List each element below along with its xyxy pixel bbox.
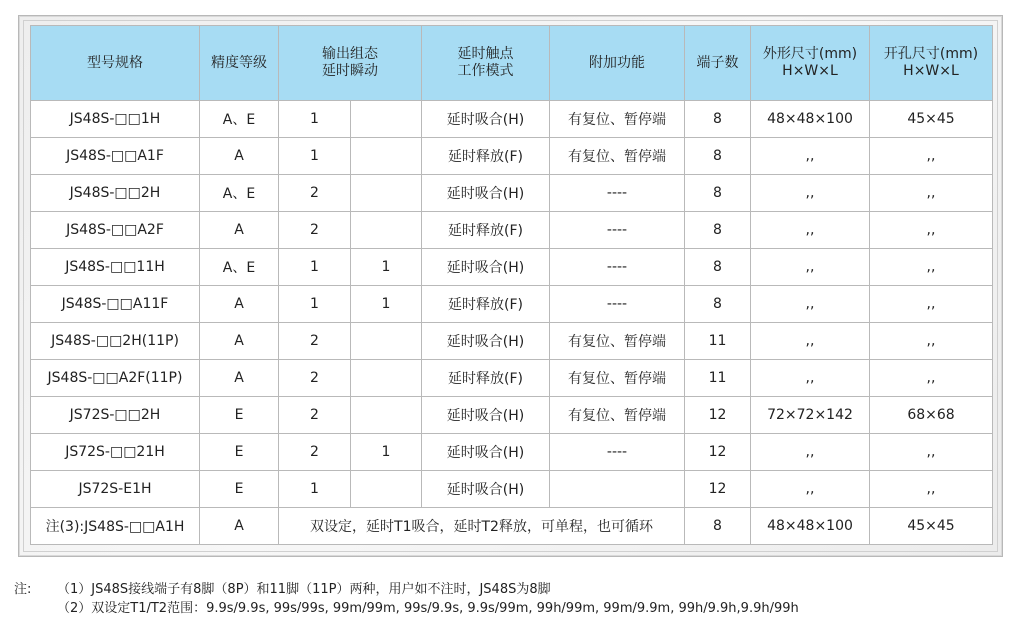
cell-outer-size: ,, (751, 286, 870, 323)
cell-merged-description: 双设定，延时T1吸合，延时T2释放，可单程，也可循环 (279, 508, 685, 545)
header-output-line1: 输出组态 (322, 46, 378, 62)
cell-mode: 延时吸合(H) (422, 434, 550, 471)
cell-accuracy: A (200, 212, 279, 249)
cell-mode: 延时释放(F) (422, 360, 550, 397)
table-row (31, 249, 993, 286)
cell-mode: 延时吸合(H) (422, 249, 550, 286)
cell-model: JS48S-□□A1F (31, 138, 200, 175)
cell-terminals: 12 (685, 397, 751, 434)
header-hole-size (870, 26, 993, 101)
cell-function: 有复位、暂停端 (550, 138, 685, 175)
cell-accuracy: A (200, 286, 279, 323)
cell-instant: 1 (351, 286, 422, 323)
cell-function: ---- (550, 175, 685, 212)
cell-hole-size: ,, (870, 175, 993, 212)
table-row (31, 175, 993, 212)
cell-outer-size: ,, (751, 138, 870, 175)
header-output-line2: 延时瞬动 (322, 63, 378, 79)
cell-model: JS48S-□□A2F (31, 212, 200, 249)
header-model: 型号规格 (31, 26, 200, 101)
cell-hole-size: ,, (870, 212, 993, 249)
cell-hole-size: ,, (870, 360, 993, 397)
cell-accuracy: A、E (200, 101, 279, 138)
cell-function: ---- (550, 212, 685, 249)
cell-model: JS48S-□□1H (31, 101, 200, 138)
table-row (31, 323, 993, 360)
cell-instant (351, 360, 422, 397)
cell-instant (351, 138, 422, 175)
cell-instant (351, 323, 422, 360)
cell-outer-size: 72×72×142 (751, 397, 870, 434)
cell-delay: 1 (279, 286, 351, 323)
cell-delay: 2 (279, 360, 351, 397)
footnote-2-text: （2）双设定T1/T2范围：9.9s/9.9s, 99s/99s, 99m/99m, 99s/9.9s, 9.9s/99m, 99h/99m, 99m/9.9m, 99h/9.9h,9.9h/99h (57, 601, 799, 616)
cell-mode: 延时吸合(H) (422, 101, 550, 138)
cell-model: JS48S-□□2H (31, 175, 200, 212)
table-row (31, 397, 993, 434)
cell-outer-size: 48×48×100 (751, 508, 870, 545)
cell-accuracy: A (200, 508, 279, 545)
header-row (31, 26, 993, 101)
cell-model: JS72S-□□2H (31, 397, 200, 434)
cell-model: 注(3):JS48S-□□A1H (31, 508, 200, 545)
cell-function (550, 471, 685, 508)
cell-accuracy: A (200, 360, 279, 397)
cell-accuracy: E (200, 471, 279, 508)
cell-mode: 延时释放(F) (422, 212, 550, 249)
header-accuracy: 精度等级 (200, 26, 279, 101)
cell-delay: 2 (279, 175, 351, 212)
header-outer-line2: H×W×L (782, 63, 838, 79)
cell-instant (351, 471, 422, 508)
cell-terminals: 8 (685, 212, 751, 249)
cell-accuracy: A、E (200, 249, 279, 286)
cell-terminals: 8 (685, 175, 751, 212)
cell-function: 有复位、暂停端 (550, 360, 685, 397)
header-outer-line1: 外形尺寸(mm) (762, 46, 858, 62)
cell-model: JS48S-□□A2F(11P) (31, 360, 200, 397)
cell-outer-size: ,, (751, 212, 870, 249)
table-row-last (31, 508, 993, 545)
cell-instant: 1 (351, 249, 422, 286)
header-hole-line2: H×W×L (903, 63, 959, 79)
cell-hole-size: 68×68 (870, 397, 993, 434)
cell-terminals: 12 (685, 471, 751, 508)
cell-function: ---- (550, 434, 685, 471)
cell-delay: 1 (279, 138, 351, 175)
cell-outer-size: ,, (751, 175, 870, 212)
cell-terminals: 11 (685, 360, 751, 397)
cell-hole-size: ,, (870, 286, 993, 323)
cell-outer-size: ,, (751, 360, 870, 397)
cell-delay: 1 (279, 471, 351, 508)
cell-hole-size: ,, (870, 249, 993, 286)
cell-instant (351, 101, 422, 138)
cell-hole-size: 45×45 (870, 508, 993, 545)
cell-hole-size: ,, (870, 471, 993, 508)
footnote-1-text: （1）JS48S接线端子有8脚（8P）和11脚（11P）两种，用户如不注时，JS48S为8脚 (57, 582, 551, 597)
footnotes (14, 580, 799, 618)
cell-mode: 延时吸合(H) (422, 397, 550, 434)
cell-accuracy: E (200, 397, 279, 434)
cell-model: JS72S-□□21H (31, 434, 200, 471)
cell-mode: 延时吸合(H) (422, 175, 550, 212)
header-contact-line1: 延时触点 (457, 46, 514, 62)
cell-delay: 2 (279, 397, 351, 434)
header-output (279, 26, 422, 101)
cell-instant (351, 175, 422, 212)
cell-delay: 2 (279, 212, 351, 249)
header-contact-line2: 工作模式 (457, 63, 514, 79)
cell-hole-size: 45×45 (870, 101, 993, 138)
table-row (31, 101, 993, 138)
cell-delay: 2 (279, 434, 351, 471)
cell-terminals: 8 (685, 508, 751, 545)
cell-function: ---- (550, 249, 685, 286)
footnote-1 (14, 580, 799, 599)
cell-model: JS48S-□□A11F (31, 286, 200, 323)
table-row (31, 434, 993, 471)
footnote-2 (57, 599, 799, 618)
cell-hole-size: ,, (870, 323, 993, 360)
table-row (31, 138, 993, 175)
cell-accuracy: A (200, 138, 279, 175)
header-terminals: 端子数 (685, 26, 751, 101)
cell-outer-size: ,, (751, 323, 870, 360)
footnote-label: 注: (14, 582, 32, 597)
cell-terminals: 8 (685, 249, 751, 286)
cell-terminals: 8 (685, 286, 751, 323)
table-row (31, 471, 993, 508)
cell-terminals: 11 (685, 323, 751, 360)
cell-function: ---- (550, 286, 685, 323)
cell-instant (351, 397, 422, 434)
cell-mode: 延时释放(F) (422, 138, 550, 175)
cell-mode: 延时吸合(H) (422, 323, 550, 360)
cell-function: 有复位、暂停端 (550, 397, 685, 434)
cell-accuracy: A (200, 323, 279, 360)
cell-instant: 1 (351, 434, 422, 471)
spec-table (30, 25, 993, 545)
header-function: 附加功能 (550, 26, 685, 101)
header-outer-size (751, 26, 870, 101)
cell-model: JS48S-□□11H (31, 249, 200, 286)
cell-delay: 1 (279, 249, 351, 286)
cell-outer-size: ,, (751, 249, 870, 286)
cell-instant (351, 212, 422, 249)
cell-function: 有复位、暂停端 (550, 101, 685, 138)
table-row (31, 212, 993, 249)
cell-terminals: 8 (685, 101, 751, 138)
cell-outer-size: ,, (751, 434, 870, 471)
cell-model: JS72S-E1H (31, 471, 200, 508)
cell-mode: 延时吸合(H) (422, 471, 550, 508)
cell-outer-size: ,, (751, 471, 870, 508)
header-hole-line1: 开孔尺寸(mm) (883, 46, 979, 62)
cell-mode: 延时释放(F) (422, 286, 550, 323)
table-row (31, 360, 993, 397)
cell-terminals: 12 (685, 434, 751, 471)
cell-hole-size: ,, (870, 434, 993, 471)
table-row (31, 286, 993, 323)
cell-delay: 1 (279, 101, 351, 138)
header-contact (422, 26, 550, 101)
cell-model: JS48S-□□2H(11P) (31, 323, 200, 360)
cell-function: 有复位、暂停端 (550, 323, 685, 360)
cell-terminals: 8 (685, 138, 751, 175)
cell-outer-size: 48×48×100 (751, 101, 870, 138)
cell-hole-size: ,, (870, 138, 993, 175)
cell-accuracy: A、E (200, 175, 279, 212)
cell-accuracy: E (200, 434, 279, 471)
cell-delay: 2 (279, 323, 351, 360)
